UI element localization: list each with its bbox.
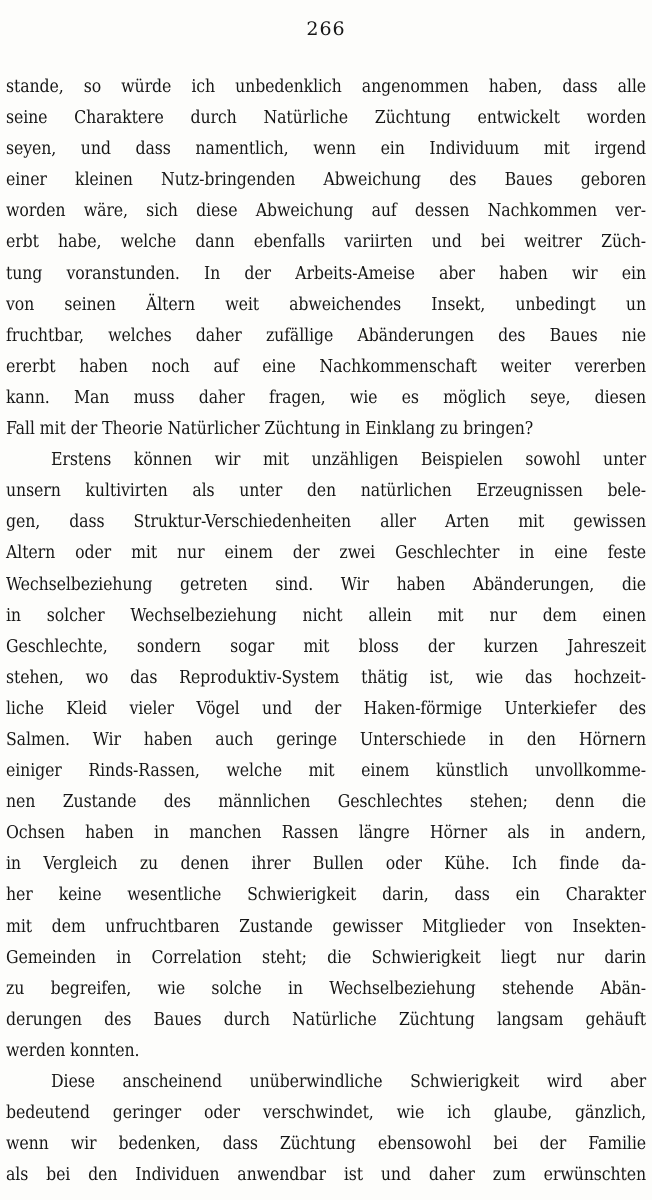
text-line: zu begreifen, wie solche in Wechselbeziehung stehende Abän- (6, 978, 646, 999)
text-line: seine Charaktere durch Natürliche Züchtung entwickelt worden (6, 108, 646, 129)
text-line: Erstens können wir mit unzähligen Beispielen sowohl unter (51, 450, 646, 471)
text-line: liche Kleid vieler Vögel und der Haken-förmige Unterkiefer des (6, 698, 646, 719)
text-line: wenn wir bedenken, dass Züchtung ebensowohl bei der Familie (6, 1134, 646, 1155)
text-line: Salmen. Wir haben auch geringe Unterschiede in den Hörnern (6, 729, 646, 750)
text-line: Geschlechte, sondern sogar mit bloss der kurzen Jahreszeit (6, 636, 646, 657)
text-line: Fall mit der Theorie Natürlicher Züchtung in Einklang zu bringen? (6, 419, 534, 440)
text-line: als bei den Individuen anwendbar ist und daher zum erwünschten (6, 1165, 646, 1186)
text-line: seyen, und dass namentlich, wenn ein Individuum mit irgend (6, 139, 646, 160)
page-number: 266 (306, 18, 346, 40)
text-line: worden wäre, sich diese Abweichung auf dessen Nachkommen ver- (6, 201, 646, 222)
text-line: Gemeinden in Correlation steht; die Schwierigkeit liegt nur darin (6, 947, 646, 968)
text-line: unsern kultivirten als unter den natürlichen Erzeugnissen bele- (6, 481, 646, 502)
text-line: Ochsen haben in manchen Rassen längre Hörner als in andern, (6, 823, 646, 844)
text-line: in solcher Wechselbeziehung nicht allein mit nur dem einen (6, 605, 646, 626)
text-line: kann. Man muss daher fragen, wie es möglich seye, diesen (6, 387, 646, 408)
text-line: Diese anscheinend unüberwindliche Schwierigkeit wird aber (51, 1072, 646, 1092)
text-line: derungen des Baues durch Natürliche Züchtung langsam gehäuft (6, 1009, 646, 1030)
text-line: nen Zustande des männlichen Geschlechtes stehen; denn die (6, 792, 646, 813)
text-line: stehen, wo das Reproduktiv-System thätig ist, wie das hochzeit- (6, 667, 646, 688)
text-line: tung voranstunden. In der Arbeits-Ameise aber haben wir ein (6, 263, 646, 284)
text-line: ererbt haben noch auf eine Nachkommenschaft weiter vererben (6, 356, 646, 377)
text-line: einer kleinen Nutz-bringenden Abweichung des Baues geboren (6, 170, 646, 191)
text-line: Altern oder mit nur einem der zwei Geschlechter in eine feste (6, 543, 646, 564)
text-line: her keine wesentliche Schwierigkeit darin, dass ein Charakter (6, 885, 646, 906)
text-line: mit dem unfruchtbaren Zustande gewisser Mitglieder von Insekten- (6, 916, 646, 937)
text-line: stande, so würde ich unbedenklich angenommen haben, dass alle (6, 77, 646, 97)
text-line: gen, dass Struktur-Verschiedenheiten aller Arten mit gewissen (6, 512, 646, 533)
text-line: einiger Rinds-Rassen, welche mit einem künstlich unvollkomme- (6, 761, 646, 782)
text-line: erbt habe, welche dann ebenfalls variirten und bei weitrer Züch- (6, 232, 646, 253)
text-line: Wechselbeziehung getreten sind. Wir haben Abänderungen, die (6, 574, 646, 595)
body-text (6, 72, 646, 1191)
text-line: werden konnten. (6, 1040, 140, 1061)
text-line: fruchtbar, welches daher zufällige Abänderungen des Baues nie (6, 325, 646, 346)
text-line: von seinen Ältern weit abweichendes Insekt, unbedingt un (6, 294, 646, 315)
text-line: in Vergleich zu denen ihrer Bullen oder Kühe. Ich finde da- (6, 854, 646, 875)
text-line: bedeutend geringer oder verschwindet, wie ich glaube, gänzlich, (6, 1103, 646, 1124)
